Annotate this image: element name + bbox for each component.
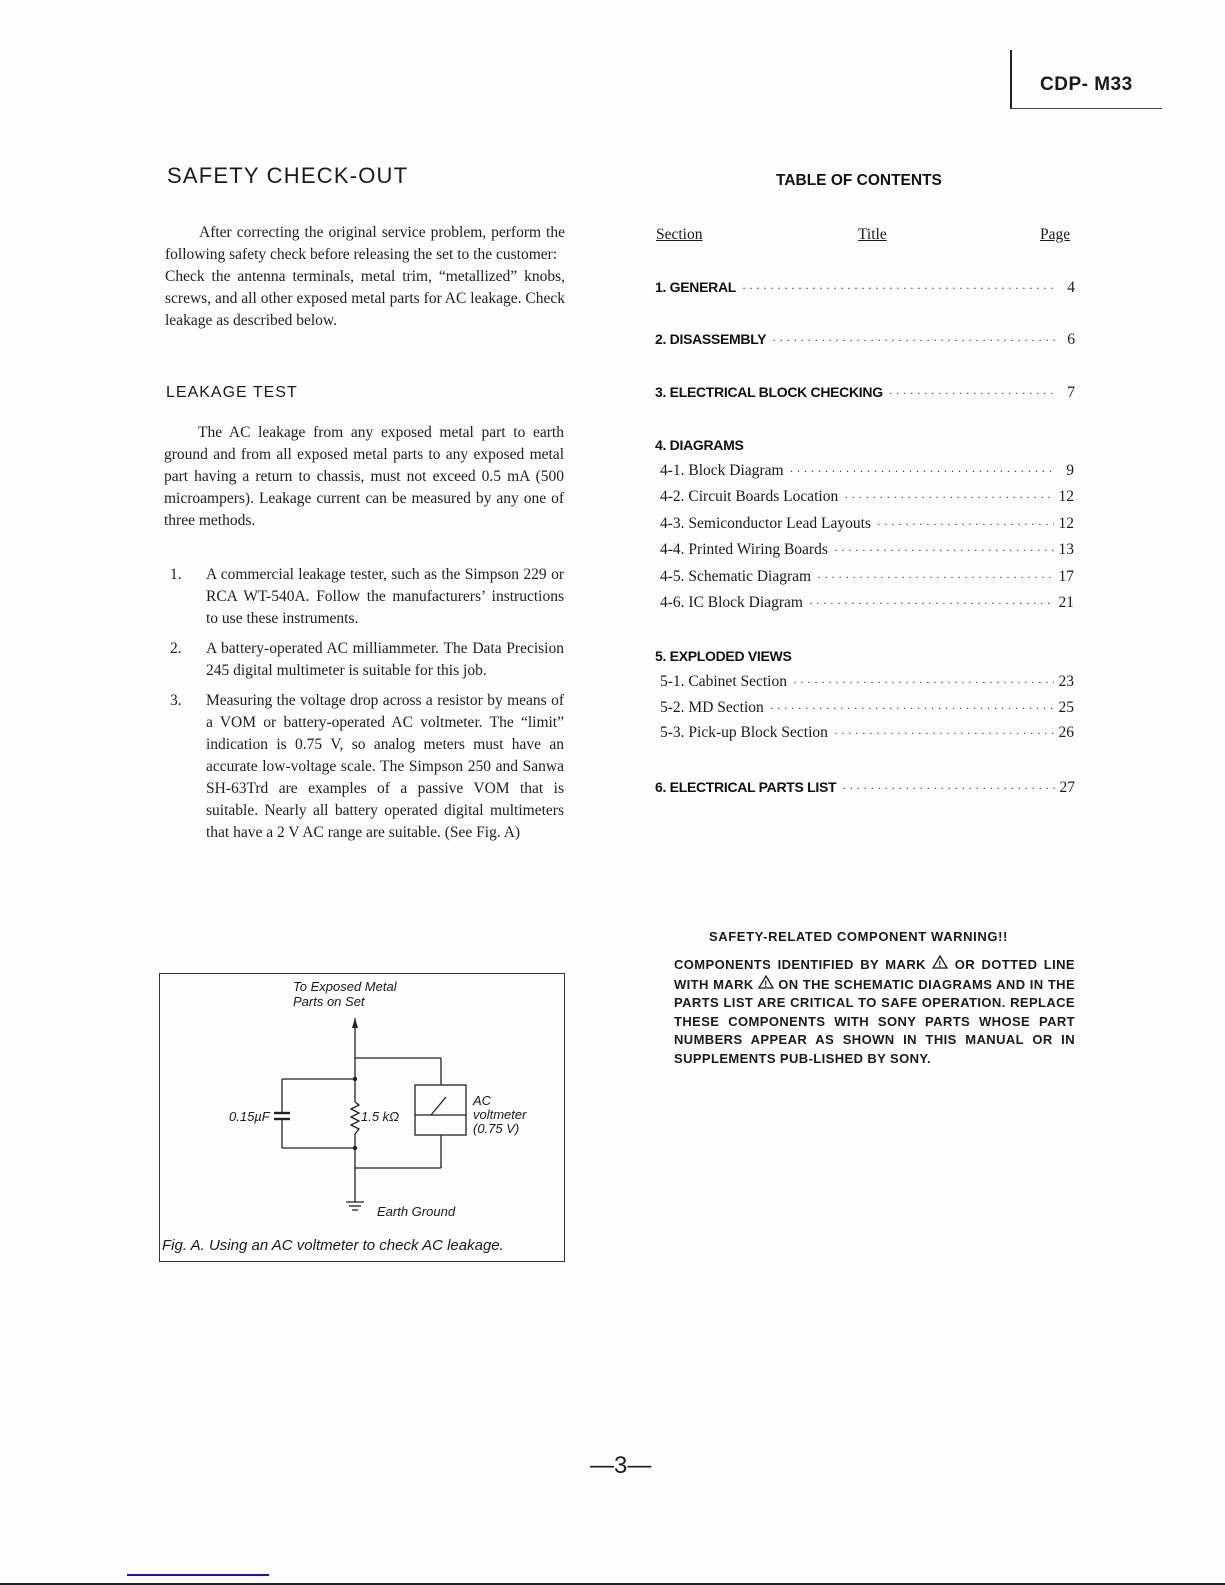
warning-triangle-icon bbox=[758, 975, 774, 989]
safety-warning-title: SAFETY-RELATED COMPONENT WARNING!! bbox=[709, 929, 1008, 944]
leader-dots bbox=[834, 543, 1054, 558]
toc-subentry[interactable] bbox=[660, 673, 1074, 691]
leader-dots bbox=[809, 596, 1054, 611]
toc-group-exploded-views[interactable]: 5. EXPLODED VIEWS bbox=[655, 648, 792, 664]
toc-subentry-label: 4-4. Printed Wiring Boards bbox=[660, 541, 828, 558]
label-ac: AC bbox=[473, 1093, 492, 1108]
method-item bbox=[168, 690, 564, 844]
toc-col-section: Section bbox=[656, 226, 703, 243]
toc-subentry[interactable] bbox=[660, 541, 1074, 559]
model-number: CDP- M33 bbox=[1040, 74, 1133, 95]
safety-warning-text bbox=[674, 955, 1075, 1069]
leader-dots bbox=[889, 386, 1055, 401]
method-text: A commercial leakage tester, such as the Simpson 229 or RCA WT-540A. Follow the manufacturers’ instructions to use these instruments. bbox=[206, 566, 564, 627]
leader-dots bbox=[834, 726, 1054, 741]
toc-title: TABLE OF CONTENTS bbox=[776, 172, 942, 189]
toc-subentry-label: 4-3. Semiconductor Lead Layouts bbox=[660, 515, 871, 532]
toc-entry-page: 7 bbox=[1067, 384, 1075, 401]
label-voltmeter-limit: (0.75 V) bbox=[473, 1121, 520, 1136]
toc-entry-electrical-parts-list[interactable] bbox=[655, 779, 1075, 797]
toc-subentry-label: 5-3. Pick-up Block Section bbox=[660, 724, 828, 741]
leader-dots bbox=[793, 675, 1054, 690]
junction-dot bbox=[353, 1077, 357, 1081]
toc-entry-electrical-block[interactable] bbox=[655, 384, 1075, 402]
method-number: 1. bbox=[170, 566, 182, 583]
label-parts-on-set: Parts on Set bbox=[293, 994, 365, 1009]
safety-checkout-heading: SAFETY CHECK-OUT bbox=[167, 163, 409, 188]
leader-dots bbox=[877, 517, 1054, 532]
svg-text:!: ! bbox=[938, 959, 943, 969]
method-item bbox=[168, 638, 564, 682]
label-earth-ground: Earth Ground bbox=[377, 1204, 456, 1219]
safety-intro-text: After correcting the original service problem, perform the following safety check before releasing the set to the customer: bbox=[165, 224, 565, 263]
toc-subentry-page: 23 bbox=[1058, 673, 1074, 690]
toc-subentry[interactable] bbox=[660, 568, 1074, 586]
page-number: —3— bbox=[590, 1452, 652, 1479]
model-header-box bbox=[1010, 50, 1162, 109]
toc-entry-general[interactable] bbox=[655, 279, 1075, 297]
junction-dot bbox=[353, 1146, 357, 1150]
toc-subentry[interactable] bbox=[660, 515, 1074, 533]
leakage-test-text: The AC leakage from any exposed metal part to earth ground and from all exposed metal parts to any exposed metal part having a return to chassis, must not exceed 0.5 mA (500 microampers). Leakage current can be measured by any one of three methods. bbox=[164, 424, 564, 529]
toc-entry-label: 3. ELECTRICAL BLOCK CHECKING bbox=[655, 384, 883, 400]
safety-intro-text-2: Check the antenna terminals, metal trim, “metallized” knobs, screws, and all other exposed metal parts for AC leakage. Check leakage as described below. bbox=[165, 268, 565, 329]
leader-dots bbox=[790, 464, 1054, 479]
warning-text-part: COMPONENTS IDENTIFIED BY MARK bbox=[674, 957, 926, 972]
svg-text:!: ! bbox=[764, 978, 768, 989]
method-text: A battery-operated AC milliammeter. The Data Precision 245 digital multimeter is suitable for this job. bbox=[206, 640, 564, 679]
toc-subentry-label: 5-1. Cabinet Section bbox=[660, 673, 787, 690]
label-resistor: 1.5 kΩ bbox=[361, 1109, 400, 1124]
figure-a-circuit bbox=[159, 973, 565, 1262]
toc-subentry-label: 4-6. IC Block Diagram bbox=[660, 594, 803, 611]
label-voltmeter: voltmeter bbox=[473, 1107, 527, 1122]
toc-entry-page: 27 bbox=[1059, 779, 1075, 796]
warning-triangle-icon bbox=[932, 955, 948, 969]
toc-subentry-page: 12 bbox=[1058, 488, 1074, 505]
toc-subentry-page: 9 bbox=[1066, 462, 1074, 479]
leader-dots bbox=[742, 281, 1055, 296]
method-number: 3. bbox=[170, 692, 182, 709]
toc-subentry-page: 13 bbox=[1058, 541, 1074, 558]
toc-subentry[interactable] bbox=[660, 594, 1074, 612]
toc-subentry[interactable] bbox=[660, 699, 1074, 717]
leader-dots bbox=[817, 570, 1054, 585]
label-exposed-metal: To Exposed Metal bbox=[293, 979, 397, 994]
toc-entry-page: 6 bbox=[1067, 331, 1075, 348]
warning-text-part: ON THE SCHEMATIC DIAGRAMS AND IN THE PARTS LIST ARE CRITICAL TO SAFE OPERATION. REPLACE THESE COMPONENTS WITH SONY PARTS WHOSE PART NUMBERS APPEAR AS SHOWN IN THIS MANUAL OR IN SUPPLEMENTS PUB-LISHED BY SONY. bbox=[674, 976, 1076, 1066]
method-text: Measuring the voltage drop across a resistor by means of a VOM or battery-operated AC voltmeter. The “limit” indication is 0.75 V, so analog meters must have an accurate low-voltage scale. The Simpson 250 and Sanwa SH-63Trd are examples of a passive VOM that is suitable. Nearly all battery operated digital multimeters that have a 2 V AC range are suitable. (See Fig. A) bbox=[206, 692, 564, 841]
leakage-methods-list bbox=[168, 564, 564, 852]
toc-entry-label: 2. DISASSEMBLY bbox=[655, 331, 767, 347]
toc-subentry-page: 12 bbox=[1058, 515, 1074, 532]
toc-subentry-label: 4-1. Block Diagram bbox=[660, 462, 784, 479]
toc-subentry-label: 4-2. Circuit Boards Location bbox=[660, 488, 839, 505]
toc-subentry-page: 25 bbox=[1058, 699, 1074, 716]
toc-col-page: Page bbox=[1040, 226, 1071, 243]
toc-entry-page: 4 bbox=[1067, 279, 1075, 296]
link-underline[interactable] bbox=[127, 1574, 269, 1576]
toc-entry-label: 6. ELECTRICAL PARTS LIST bbox=[655, 779, 837, 795]
label-capacitor: 0.15µF bbox=[229, 1109, 270, 1124]
method-number: 2. bbox=[170, 640, 182, 657]
leader-dots bbox=[772, 333, 1055, 348]
leader-dots bbox=[770, 701, 1054, 716]
toc-entry-label: 1. GENERAL bbox=[655, 279, 737, 295]
voltmeter-box bbox=[415, 1085, 466, 1135]
toc-subentry-page: 17 bbox=[1058, 568, 1074, 585]
toc-subentry[interactable] bbox=[660, 462, 1074, 480]
toc-subentry-label: 5-2. MD Section bbox=[660, 699, 764, 716]
figure-caption: Fig. A. Using an AC voltmeter to check AC leakage. bbox=[162, 1237, 504, 1254]
toc-subentry[interactable] bbox=[660, 488, 1074, 506]
voltmeter-needle bbox=[431, 1097, 446, 1115]
leakage-test-paragraph bbox=[164, 422, 564, 532]
leakage-test-heading: LEAKAGE TEST bbox=[166, 384, 298, 401]
toc-entry-disassembly[interactable] bbox=[655, 331, 1075, 349]
toc-col-title: Title bbox=[858, 226, 887, 243]
toc-subentry-page: 26 bbox=[1058, 724, 1074, 741]
toc-subentry-page: 21 bbox=[1058, 594, 1074, 611]
method-item bbox=[168, 564, 564, 630]
safety-intro-paragraph bbox=[165, 222, 565, 332]
toc-group-diagrams[interactable]: 4. DIAGRAMS bbox=[655, 437, 744, 453]
toc-subentry-label: 4-5. Schematic Diagram bbox=[660, 568, 812, 585]
warning-text-part: OR DOTTED LINE WITH MARK bbox=[674, 957, 1075, 992]
toc-subentry[interactable] bbox=[660, 724, 1074, 742]
arrow-up-icon bbox=[352, 1018, 358, 1028]
leader-dots bbox=[844, 490, 1054, 505]
leader-dots bbox=[842, 781, 1055, 796]
